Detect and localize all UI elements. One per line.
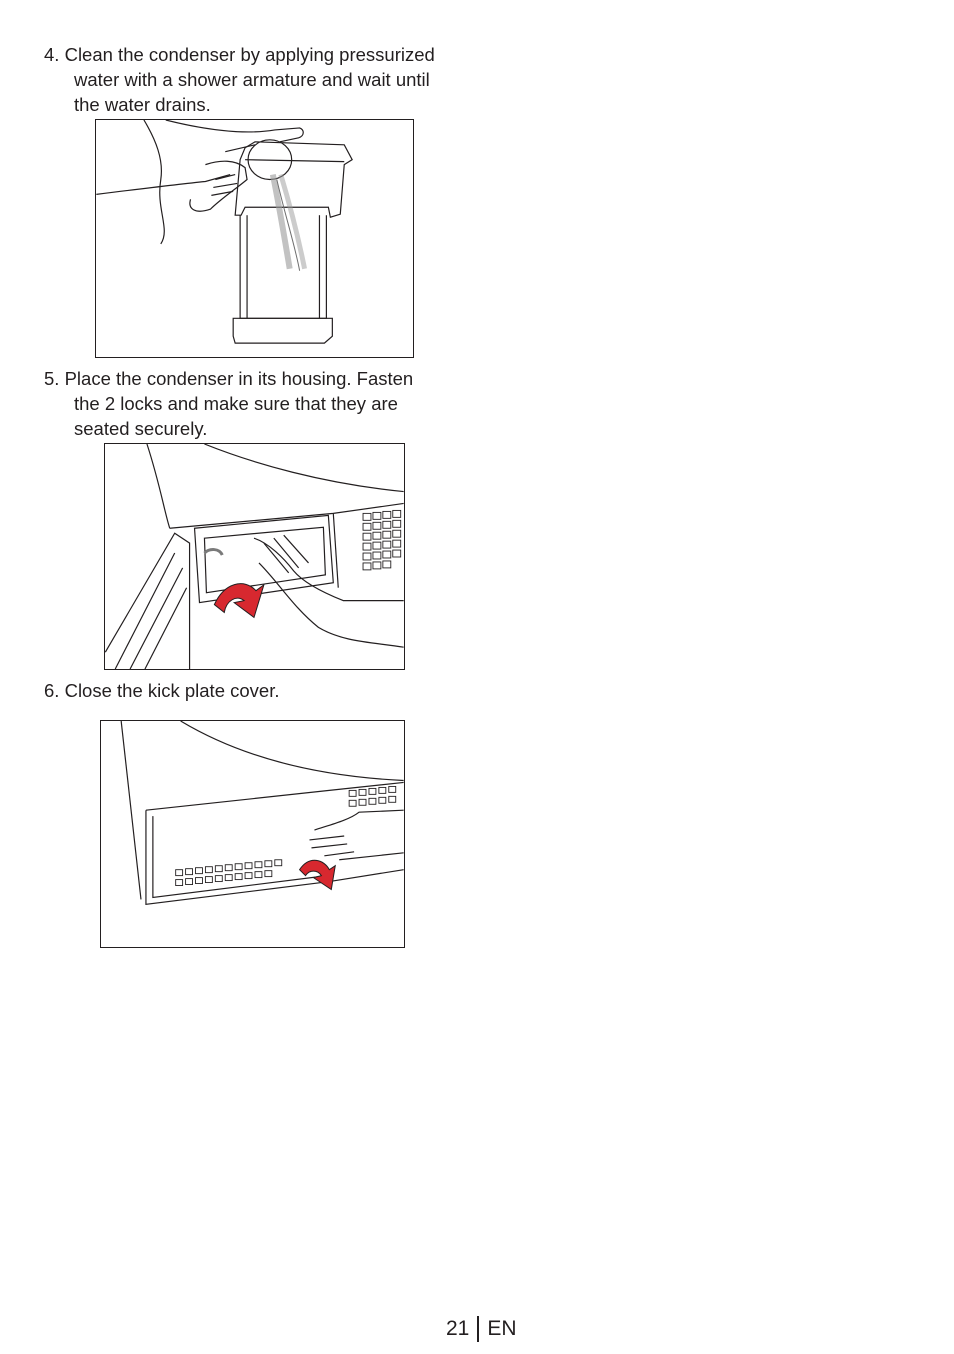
page-number: 21	[446, 1317, 470, 1340]
condenser-rinse-illustration	[95, 119, 414, 358]
language-code: EN	[487, 1317, 517, 1340]
kick-plate-close-illustration	[100, 720, 405, 948]
step-4	[44, 42, 474, 117]
step-text: Clean the condenser by applying pressurized	[64, 44, 435, 65]
step-6	[44, 678, 474, 703]
footer-divider	[477, 1316, 479, 1342]
condenser-lock-illustration	[104, 443, 405, 670]
step-number: 5.	[44, 368, 60, 389]
step-4-line-1	[44, 42, 474, 67]
step-text: Close the kick plate cover.	[64, 680, 280, 701]
page-footer	[446, 1314, 517, 1344]
step-text: the water drains.	[74, 94, 211, 115]
step-number: 6.	[44, 680, 60, 701]
step-text: water with a shower armature and wait until	[74, 69, 430, 90]
step-5-line-1	[44, 366, 474, 391]
step-number: 4.	[44, 44, 60, 65]
step-text: Place the condenser in its housing. Fasten	[64, 368, 414, 389]
step-text: the 2 locks and make sure that they are	[74, 393, 398, 414]
step-5	[44, 366, 474, 441]
step-6-line-1	[44, 678, 474, 703]
step-text: seated securely.	[74, 418, 208, 439]
